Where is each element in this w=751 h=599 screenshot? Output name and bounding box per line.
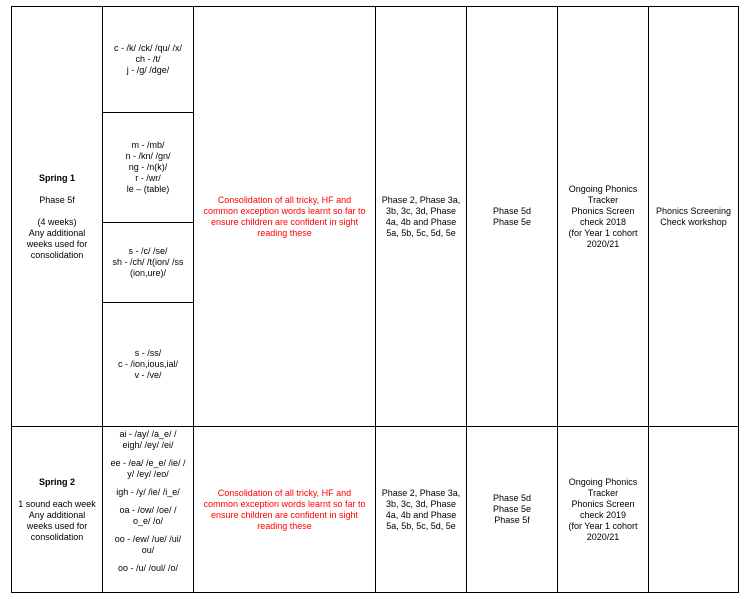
consolidation-line: common exception words learnt so far to bbox=[203, 205, 366, 216]
sound-list-cell bbox=[103, 427, 194, 593]
consolidation-line: ensure children are confident in sight bbox=[210, 216, 359, 227]
sound-line: y/ /ey/ /eo/ bbox=[127, 469, 169, 479]
phase-line: Phase 5f bbox=[494, 515, 530, 525]
consolidation-cell bbox=[194, 427, 376, 593]
sound-line: le – (table) bbox=[126, 184, 170, 194]
phase-line: Phase 5e bbox=[492, 504, 532, 514]
term-note-line: 1 sound each week bbox=[18, 498, 96, 509]
phase-line: Phase 5d bbox=[492, 205, 532, 216]
phase-line: Phase 5d bbox=[492, 493, 532, 503]
review-line: 4a, 4b and Phase bbox=[385, 509, 457, 520]
phonics-plan-table bbox=[11, 6, 739, 593]
consolidation-line: ensure children are confident in sight bbox=[210, 509, 359, 520]
sound-group-cell bbox=[103, 7, 194, 113]
sound-line: oo - /ew/ /ue/ /ui/ bbox=[114, 534, 182, 544]
review-line: 5a, 5b, 5c, 5d, 5e bbox=[386, 520, 456, 531]
review-line: Phase 2, Phase 3a, bbox=[381, 487, 461, 498]
review-phases-cell bbox=[376, 427, 467, 593]
review-line: 4a, 4b and Phase bbox=[385, 216, 457, 227]
assessment-line: 2020/21 bbox=[586, 238, 620, 249]
term-note-line: consolidation bbox=[30, 531, 84, 542]
term-cell-spring-1 bbox=[12, 7, 103, 427]
term-note-line: Any additional bbox=[28, 227, 86, 238]
sound-line: ng - /n(k)/ bbox=[128, 162, 168, 172]
term-phase: Phase 5f bbox=[39, 194, 75, 205]
assessment-line: 2020/21 bbox=[586, 531, 620, 542]
term-duration: (4 weeks) bbox=[37, 216, 77, 227]
sound-line: n - /kn/ /gn/ bbox=[125, 151, 171, 161]
consolidation-line: Consolidation of all tricky, HF and bbox=[217, 194, 352, 205]
sound-line: s - /c/ /se/ bbox=[128, 246, 168, 256]
review-line: 3b, 3c, 3d, Phase bbox=[385, 205, 457, 216]
sound-group-cell bbox=[103, 223, 194, 303]
sound-line: ee - /ea/ /e_e/ /ie/ / bbox=[110, 458, 186, 468]
assessment-cell bbox=[558, 427, 649, 593]
term-note-line: Any additional bbox=[28, 509, 86, 520]
consolidation-line: common exception words learnt so far to bbox=[203, 498, 366, 509]
review-line: 5a, 5b, 5c, 5d, 5e bbox=[386, 227, 456, 238]
sound-line: r - /wr/ bbox=[135, 173, 161, 183]
assessment-cell bbox=[558, 7, 649, 427]
term-title: Spring 1 bbox=[38, 172, 75, 183]
workshop-cell bbox=[649, 7, 739, 427]
assessment-line: Tracker bbox=[587, 487, 619, 498]
sound-line: oa - /ow/ /oe/ / bbox=[119, 505, 177, 515]
sound-line: igh - /y/ /ie/ /i_e/ bbox=[116, 487, 180, 497]
sound-line: m - /mb/ bbox=[131, 140, 165, 150]
workshop-cell-empty bbox=[649, 427, 739, 593]
sound-line: ai - /ay/ /a_e/ / bbox=[119, 429, 177, 439]
consolidation-line: reading these bbox=[257, 227, 312, 238]
assessment-line: Tracker bbox=[587, 194, 619, 205]
sound-line: v - /ve/ bbox=[134, 370, 162, 380]
sound-line: (ion,ure)/ bbox=[129, 268, 166, 278]
consolidation-cell bbox=[194, 7, 376, 427]
assessment-line: Phonics Screen bbox=[571, 205, 635, 216]
review-line: 3b, 3c, 3d, Phase bbox=[385, 498, 457, 509]
assessment-line: (for Year 1 cohort bbox=[568, 520, 638, 531]
sound-line: j - /g/ /dge/ bbox=[126, 65, 170, 75]
sound-line: oo - /u/ /oul/ /o/ bbox=[117, 563, 179, 573]
assessment-line: Ongoing Phonics bbox=[568, 183, 638, 194]
term-cell-spring-2 bbox=[12, 427, 103, 593]
sound-line: s - /ss/ bbox=[134, 348, 162, 358]
term-title: Spring 2 bbox=[38, 476, 75, 487]
assessment-line: check 2018 bbox=[579, 216, 627, 227]
sound-line: c - /ion,ious,ial/ bbox=[117, 359, 179, 369]
sound-line: o_e/ /o/ bbox=[132, 516, 164, 526]
consolidation-line: reading these bbox=[257, 520, 312, 531]
sound-line: c - /k/ /ck/ /qu/ /x/ bbox=[113, 43, 182, 53]
sound-group-cell bbox=[103, 113, 194, 223]
assessment-line: Ongoing Phonics bbox=[568, 476, 638, 487]
review-line: Phase 2, Phase 3a, bbox=[381, 194, 461, 205]
sound-line: ch - /t/ bbox=[135, 54, 161, 64]
workshop-line: Check workshop bbox=[660, 216, 727, 227]
assessment-line: (for Year 1 cohort bbox=[568, 227, 638, 238]
sound-line: ou/ bbox=[141, 545, 155, 555]
phase-line: Phase 5e bbox=[492, 216, 532, 227]
review-phases-cell bbox=[376, 7, 467, 427]
sound-group-cell bbox=[103, 303, 194, 427]
phase-cell bbox=[467, 7, 558, 427]
phase-cell bbox=[467, 427, 558, 593]
assessment-line: Phonics Screen bbox=[571, 498, 635, 509]
consolidation-line: Consolidation of all tricky, HF and bbox=[217, 487, 352, 498]
term-note-line: consolidation bbox=[30, 249, 84, 260]
sound-line: eigh/ /ey/ /ei/ bbox=[122, 440, 174, 450]
sound-line: sh - /ch/ /t(ion/ /ss bbox=[112, 257, 184, 267]
term-note-line: weeks used for bbox=[26, 520, 88, 531]
assessment-line: check 2019 bbox=[579, 509, 627, 520]
workshop-line: Phonics Screening bbox=[655, 205, 732, 216]
term-note-line: weeks used for bbox=[26, 238, 88, 249]
